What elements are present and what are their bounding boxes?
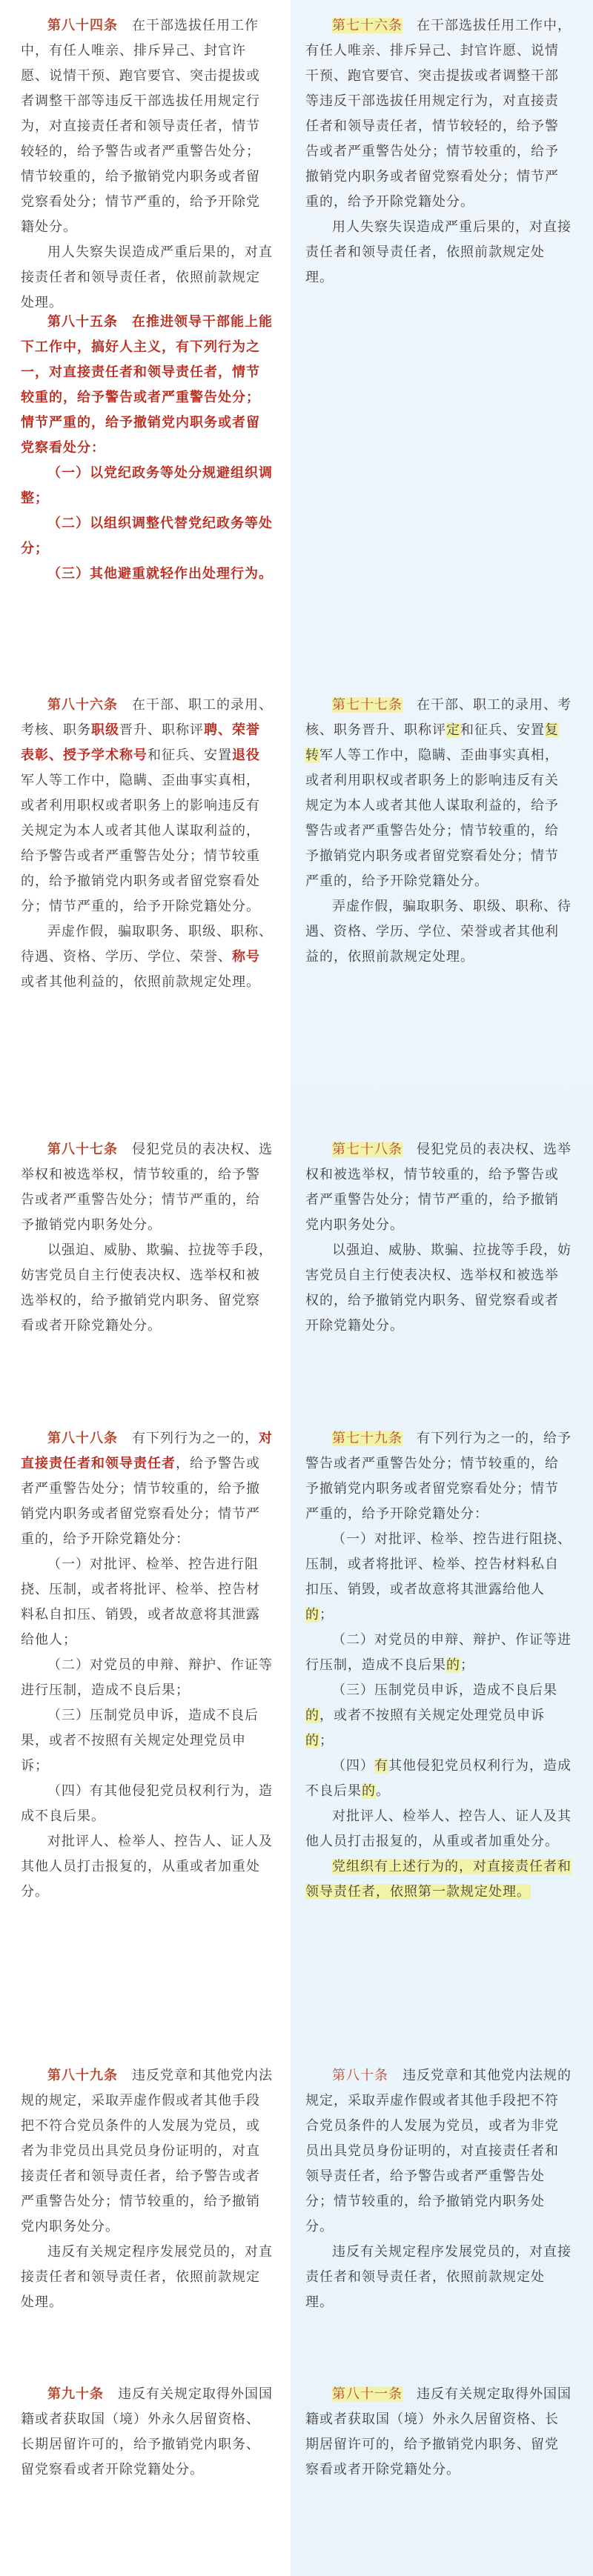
article-80: 第八十条 违反党章和其他党内法规的规定，采取弄虚作假或者其他手段把不符合党员条件的人发展为党员，或者为非党员出具党员身份证明的，对直接责任者和领导责任者，给予警告或者严重警告处分；情节较重的，给予撤销党内职务处分。 违反有关规定程序发展党员的，对直接责任者和领导责任者，依照前款规定处理。: [305, 2068, 572, 2310]
article-number: 第八十四条: [47, 18, 118, 33]
article-88: 第八十八条 有下列行为之一的，对直接责任者和领导责任者，给予警告或者严重警告处分；情节较重的，给予撤销党内职务或者留党察看处分；情节严重的，给予开除党籍处分： （一）对批评、检举、控告进行阻挠、压制，或者将批评、检举、控告材料私自扣压、销毁，或者故意将其泄露给他人； （二）对党员的申辩、辩护、作证等进行压制，造成不良后果； （三）压制党员申诉，造成不良后果，或者不按照有关规定处理党员申诉； （四）有其他侵犯党员权利行为，造成不良后果。 对批评人、检举人、控告人、证人及其他人员打击报复的，从重或者加重处分。: [21, 1431, 273, 1900]
article-87: 第八十七条 侵犯党员的表决权、选举权和被选举权，情节较重的，给予警告或者严重警告处分；情节严重的，给予撤销党内职务处分。 以强迫、威胁、欺骗、拉拢等手段，妨害党员自主行使表决权、选举权和被选举权的，给予撤销党内职务、留党察看或者开除党籍处分。: [21, 1142, 273, 1334]
article-76: 第七十六条 在干部选拔任用工作中，有任人唯亲、排斥异己、封官许愿、说情干预、跑官要官、突击提拔或者调整干部等违反干部选拔任用规定行为，对直接责任者和领导责任者，情节较轻的，给予警告或者严重警告处分；情节较重的，给予撤销党内职务或者留党察看处分；情节严重的，给予开除党籍处分。 用人失察失误造成严重后果的，对直接责任者和领导责任者，依照前款规定处理。: [305, 18, 572, 285]
article-78: 第七十八条 侵犯党员的表决权、选举权和被选举权，情节较重的，给予警告或者严重警告处分；情节严重的，给予撤销党内职务处分。 以强迫、威胁、欺骗、拉拢等手段，妨害党员自主行使表决权、选举权和被选举权的，给予撤销党内职务、留党察看或者开除党籍处分。: [305, 1142, 572, 1334]
article-number: 第八十七条: [47, 1142, 118, 1157]
article-number: 第七十七条: [332, 697, 402, 713]
article-85-new: 第八十五条 在推进领导干部能上能下工作中，搞好人主义，有下列行为之一，对直接责任者和领导责任者，情节较重的，给予警告或者严重警告处分；情节严重的，给予撤销党内职务或者留党察看处分： （一）以党纪政务等处分规避组织调整； （二）以组织调整代替党纪政务等处分； （三）其他避重就轻作出处理行为。: [21, 314, 273, 582]
article-90: 第九十条 违反有关规定取得外国国籍或者获取国（境）外永久居留资格、长期居留许可的，给予撤销党内职务、留党察看或者开除党籍处分。: [21, 2386, 273, 2477]
article-86: 第八十六条 在干部、职工的录用、考核、职务职级晋升、职称评聘、荣誉表彰、授予学术称号和征兵、安置退役军人等工作中，隐瞒、歪曲事实真相，或者利用职权或者职务上的影响违反有关规定为本人或者其他人谋取利益的，给予警告或者严重警告处分；情节较重的，给予撤销党内职务或者留党察看处分；情节严重的，给予开除党籍处分。 弄虚作假，骗取职务、职级、职称、待遇、资格、学历、学位、荣誉、称号或者其他利益的，依照前款规定处理。: [21, 697, 273, 990]
right-column: [291, 0, 593, 2576]
left-column: [0, 0, 291, 2576]
article-number: 第八十一条: [332, 2386, 402, 2402]
article-number: 第八十条: [332, 2068, 388, 2083]
article-79: 第七十九条 有下列行为之一的，给予警告或者严重警告处分；情节较重的，给予撤销党内职务或者留党察看处分；情节严重的，给予开除党籍处分： （一）对批评、检举、控告进行阻挠、压制，或者将批评、检举、控告材料私自扣压、销毁，或者故意将其泄露给他人的； （二）对党员的申辩、辩护、作证等进行压制，造成不良后果的； （三）压制党员申诉，造成不良后果的，或者不按照有关规定处理党员申诉的； （四）有其他侵犯党员权利行为，造成不良后果的。 对批评人、检举人、控告人、证人及其他人员打击报复的，从重或者加重处分。 党组织有上述行为的，对直接责任者和领导责任者，依照第一款规定处理。: [305, 1431, 572, 1900]
article-number: 第七十六条: [332, 18, 402, 33]
article-number: 第七十九条: [332, 1431, 402, 1446]
article-number: 第八十五条: [47, 314, 118, 330]
article-84: 第八十四条 在干部选拔任用工作中，有任人唯亲、排斥异己、封官许愿、说情干预、跑官要官、突击提拔或者调整干部等违反干部选拔任用规定行为，对直接责任者和领导责任者，情节较轻的，给予警告或者严重警告处分；情节较重的，给予撤销党内职务或者留党察看处分；情节严重的，给予开除党籍处分。 用人失察失误造成严重后果的，对直接责任者和领导责任者，依照前款规定处理。: [21, 18, 273, 310]
article-number: 第八十六条: [47, 697, 118, 713]
article-number: 第九十条: [47, 2386, 104, 2402]
article-89: 第八十九条 违反党章和其他党内法规的规定，采取弄虚作假或者其他手段把不符合党员条件的人发展为党员，或者为非党员出具党员身份证明的，对直接责任者和领导责任者，给予警告或者严重警告处分；情节较重的，给予撤销党内职务处分。 违反有关规定程序发展党员的，对直接责任者和领导责任者，依照前款规定处理。: [21, 2068, 273, 2310]
article-number: 第八十八条: [47, 1431, 118, 1446]
article-number: 第七十八条: [332, 1142, 402, 1157]
article-number: 第八十九条: [47, 2068, 118, 2083]
article-81: 第八十一条 违反有关规定取得外国国籍或者获取国（境）外永久居留资格、长期居留许可的，给予撤销党内职务、留党察看或者开除党籍处分。: [305, 2386, 572, 2477]
article-77: 第七十七条 在干部、职工的录用、考核、职务晋升、职称评定和征兵、安置复转军人等工作中，隐瞒、歪曲事实真相，或者利用职权或者职务上的影响违反有关规定为本人或者其他人谋取利益的，给予警告或者严重警告处分；情节较重的，给予撤销党内职务或者留党察看处分；情节严重的，给予开除党籍处分。 弄虚作假，骗取职务、职级、职称、待遇、资格、学历、学位、荣誉或者其他利益的，依照前款规定处理。: [305, 697, 572, 965]
